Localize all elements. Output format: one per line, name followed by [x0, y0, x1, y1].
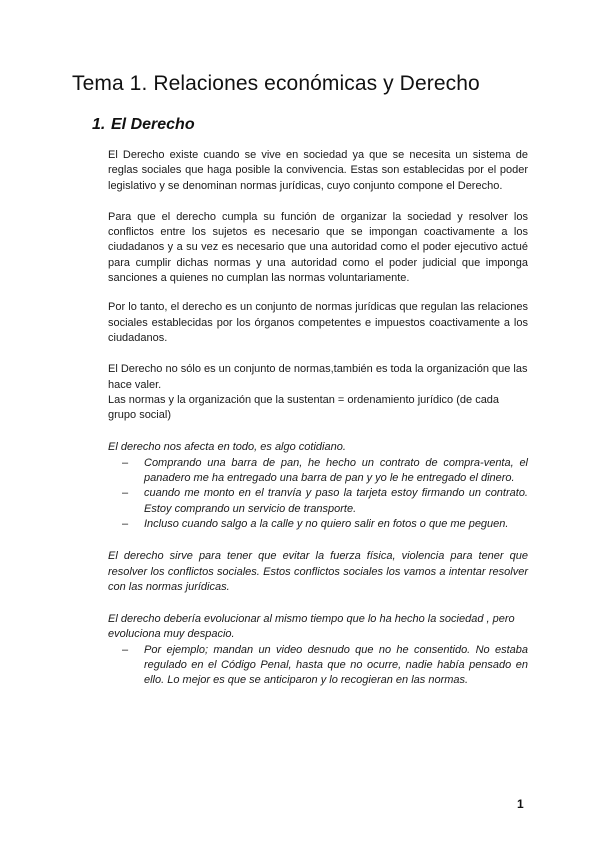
document-body	[108, 148, 528, 689]
list-item	[108, 486, 528, 517]
examples-list	[108, 456, 528, 532]
page-title: Tema 1. Relaciones económicas y Derecho	[72, 72, 480, 95]
list-item	[108, 517, 528, 532]
list-item-text: cuando me monto en el tranvía y paso la tarjeta estoy firmando un contrato. Estoy comprando un servicio de transporte.	[144, 487, 528, 515]
list-item	[108, 456, 528, 487]
section-heading	[92, 116, 195, 134]
paragraph-purpose: El derecho sirve para tener que evitar la fuerza física, violencia para tener que resolver los conflictos sociales. Estos conflictos sociales los vamos a intentar resolver con las normas jurídicas.	[108, 550, 528, 593]
list-item-text: Comprando una barra de pan, he hecho un contrato de compra-venta, el panadero me ha entregado una barra de pan y yo le he entregado el dinero.	[144, 456, 528, 485]
section-heading-text: El Derecho	[111, 116, 195, 133]
paragraph-conclusion: Por lo tanto, el derecho es un conjunto de normas jurídicas que regulan las relaciones sociales establecidas por los órganos competentes e impuestos coactivamente a los ciudadanos.	[108, 301, 528, 344]
list-item-text: Incluso cuando salgo a la calle y no quiero salir en fotos o que me peguen.	[144, 517, 509, 530]
list-item-text: Por ejemplo; mandan un video desnudo que no he consentido. No estaba regulado en el Código Penal, hasta que no ocurre, nadie había pensado en ello. Lo mejor es que se anticiparon y lo recogieran en las normas.	[144, 643, 528, 687]
section-number: 1.	[92, 116, 106, 133]
paragraph-legal-order: Las normas y la organización que la sustentan = ordenamiento jurídico (de cada grupo social)	[108, 393, 500, 422]
dash-bullet: –	[122, 643, 129, 656]
page-number: 1	[517, 797, 524, 811]
paragraph-organization: El Derecho no sólo es un conjunto de normas,también es toda la organización que las hace valer.	[108, 363, 528, 391]
examples-intro: El derecho nos afecta en todo, es algo cotidiano.	[108, 441, 346, 454]
dash-bullet: –	[122, 517, 129, 530]
paragraph-definition: El Derecho existe cuando se vive en sociedad ya que se necesita un sistema de reglas sociales que haga posible la convivencia. Estas son establecidas por el poder legislativo y se denominan normas jurídicas, cuyo conjunto compone el Derecho.	[108, 149, 528, 192]
evolution-intro: El derecho debería evolucionar al mismo tiempo que lo ha hecho la sociedad , pero evoluciona muy despacio.	[108, 613, 515, 641]
dash-bullet: –	[122, 487, 129, 500]
paragraph-function: Para que el derecho cumpla su función de organizar la sociedad y resolver los conflictos entre los sujetos es necesario que se impongan coactivamente a los ciudadanos y a su vez es necesario que una autoridad como el poder ejecutivo actué para cumplir dichas normas y una autoridad como el poder judicial que imponga sanciones a quienes no cumplan las normas voluntariamente.	[108, 210, 528, 285]
dash-bullet: –	[122, 456, 129, 469]
evolution-list	[108, 643, 528, 689]
list-item	[108, 643, 528, 689]
